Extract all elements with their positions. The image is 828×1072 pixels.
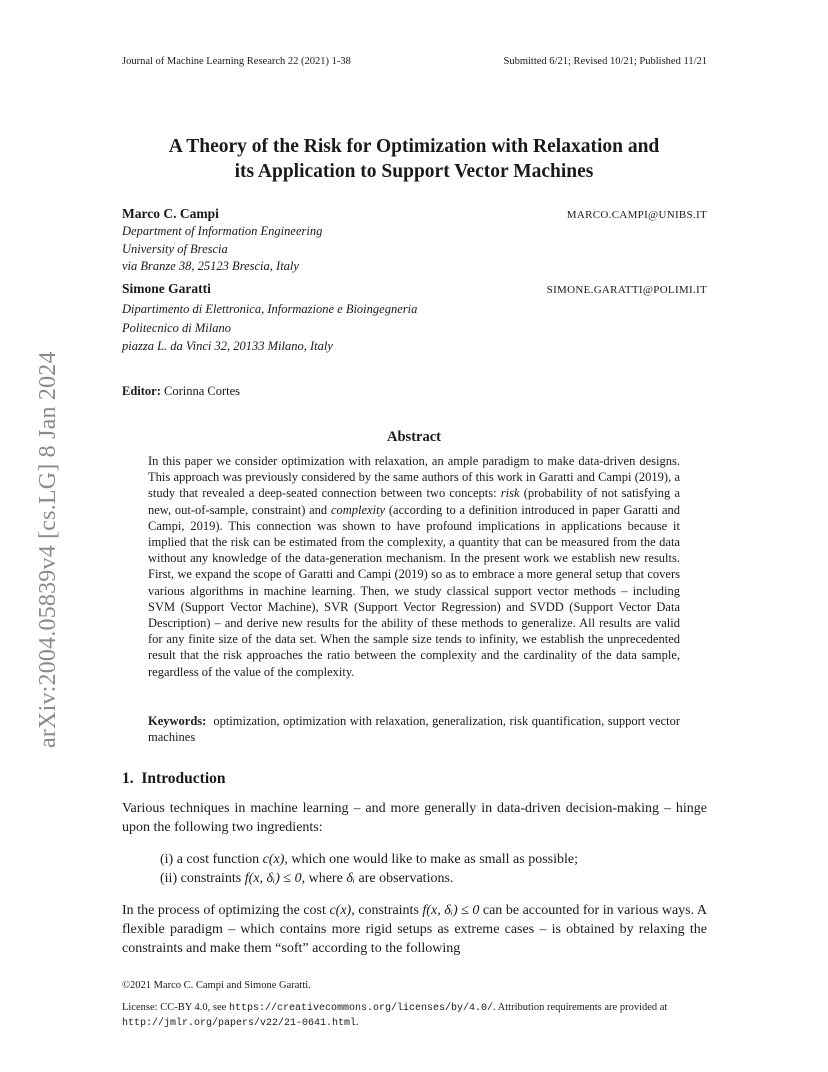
title-line-1: A Theory of the Risk for Optimization with Relaxation and <box>168 136 660 157</box>
math-expression: c(x) <box>329 903 352 918</box>
keywords <box>148 713 680 745</box>
license-text: . Attribution requirements are provided at <box>492 1002 668 1013</box>
math-expression: c(x) <box>262 852 285 867</box>
math-expression: δᵢ <box>346 871 356 886</box>
section-number: 1. <box>122 770 134 787</box>
author-name: Marco C. Campi <box>122 206 219 221</box>
paragraph-text: In the process of optimizing the cost <box>122 903 330 918</box>
math-expression: f(x, δᵢ) ≤ 0 <box>422 903 480 918</box>
list-item-text: , which one would like to make as small as possible; <box>284 852 578 867</box>
body-paragraph <box>122 901 707 959</box>
list-item <box>160 850 578 869</box>
paragraph-text: can be accounted for in various ways. A flexible paradigm – which contains more rigid setups as extreme cases – is obtained by relaxing the constraints and make them “soft” according to the following <box>122 903 707 957</box>
affiliation-line: University of Brescia <box>122 241 228 256</box>
abstract-text: In this paper we consider optimization with relaxation, an ample paradigm to make data-driven designs. This approach was previously considered by the same authors of this work in Garatti and Campi (2019), a study that revealed a deep-seated connection between two concepts: <box>148 454 680 501</box>
math-expression: f(x, δᵢ) ≤ 0 <box>244 871 302 886</box>
list-item-text: , where <box>301 871 347 886</box>
list-item-text: (ii) constraints <box>160 871 245 886</box>
affiliation-line: Department of Information Engineering <box>122 224 323 238</box>
paper-link[interactable]: http://jmlr.org/papers/v22/21-0641.html <box>122 1018 357 1029</box>
intro-paragraph: Various techniques in machine learning – and more generally in data-driven decision-making – hinge upon the following two ingredients: <box>122 801 707 836</box>
author-email[interactable]: MARCO.CAMPI@UNIBS.IT <box>566 209 707 221</box>
abstract-body <box>148 453 680 680</box>
license-link[interactable]: https://creativecommons.org/licenses/by/4.0/ <box>228 1003 493 1014</box>
affiliation-line: Dipartimento di Elettronica, Informazione e Bioingegneria <box>122 302 418 316</box>
list-item-text: are observations. <box>355 871 454 886</box>
section-heading <box>122 770 226 788</box>
list-item-text: (i) a cost function <box>160 852 263 867</box>
paper-title <box>110 134 718 184</box>
editor-label: Editor: <box>122 384 161 398</box>
license-text: License: CC-BY 4.0, see <box>122 1002 229 1013</box>
list-item <box>160 869 453 888</box>
affiliation-line: piazza L. da Vinci 32, 20133 Milano, Italy <box>122 339 333 353</box>
abstract-emph-complexity: complexity <box>330 502 386 517</box>
abstract-text: (probability of not satisfying a new, out-of-sample, constraint) and <box>148 486 680 517</box>
affiliation-line: via Branze 38, 25123 Brescia, Italy <box>122 259 299 273</box>
keywords-text: optimization, optimization with relaxation, generalization, risk quantification, support vector machines <box>148 714 681 745</box>
author-affiliation <box>122 223 322 276</box>
license-text: . <box>356 1017 359 1028</box>
dates-header: Submitted 6/21; Revised 10/21; Published 11/21 <box>503 56 707 67</box>
abstract-heading: Abstract <box>387 429 441 445</box>
title-line-2: its Application to Support Vector Machines <box>234 161 594 182</box>
section-title: Introduction <box>141 770 226 787</box>
author-email[interactable]: SIMONE.GARATTI@POLIMI.IT <box>546 284 707 296</box>
editor-line <box>122 384 240 399</box>
arxiv-side-stamp: arXiv:2004.05839v4 [cs.LG] 8 Jan 2024 <box>35 351 61 748</box>
abstract-emph-risk: risk <box>500 486 520 501</box>
copyright-notice: ©2021 Marco C. Campi and Simone Garatti. <box>122 980 311 991</box>
editor-name: Corinna Cortes <box>164 384 241 398</box>
keywords-label: Keywords: <box>148 714 207 728</box>
journal-header: Journal of Machine Learning Research 22 (2021) 1-38 <box>122 56 351 67</box>
paragraph-text: , constraints <box>351 903 423 918</box>
abstract-text: (according to a definition introduced in paper Garatti and Campi, 2019). This connection was shown to have profound implications in applications because it implied that the risk can be estimated from the complexity, a quantity that can be measured from the data without any knowledge of the data-generation mechanism. In the present work we establish new results. First, we expand the scope of Garatti and Campi (2019) so as to embrace a more general setup that covers various algorithms in machine learning. Then, we study classical support vector methods – including SVM (Support Vector Machine), SVR (Support Vector Regression) and SVDD (Support Vector Data Description) – and derive new results for the ability of these methods to generalize. All results are valid for any finite size of the data set. When the sample size tends to infinity, we establish the unprecedented result that the risk approaches the ratio between the complexity and the cardinality of the data sample, regardless of the value of the complexity. <box>148 502 680 679</box>
affiliation-line: Politecnico di Milano <box>122 320 232 335</box>
author-affiliation <box>122 300 417 356</box>
license-notice <box>122 1001 707 1031</box>
author-name: Simone Garatti <box>122 281 211 296</box>
